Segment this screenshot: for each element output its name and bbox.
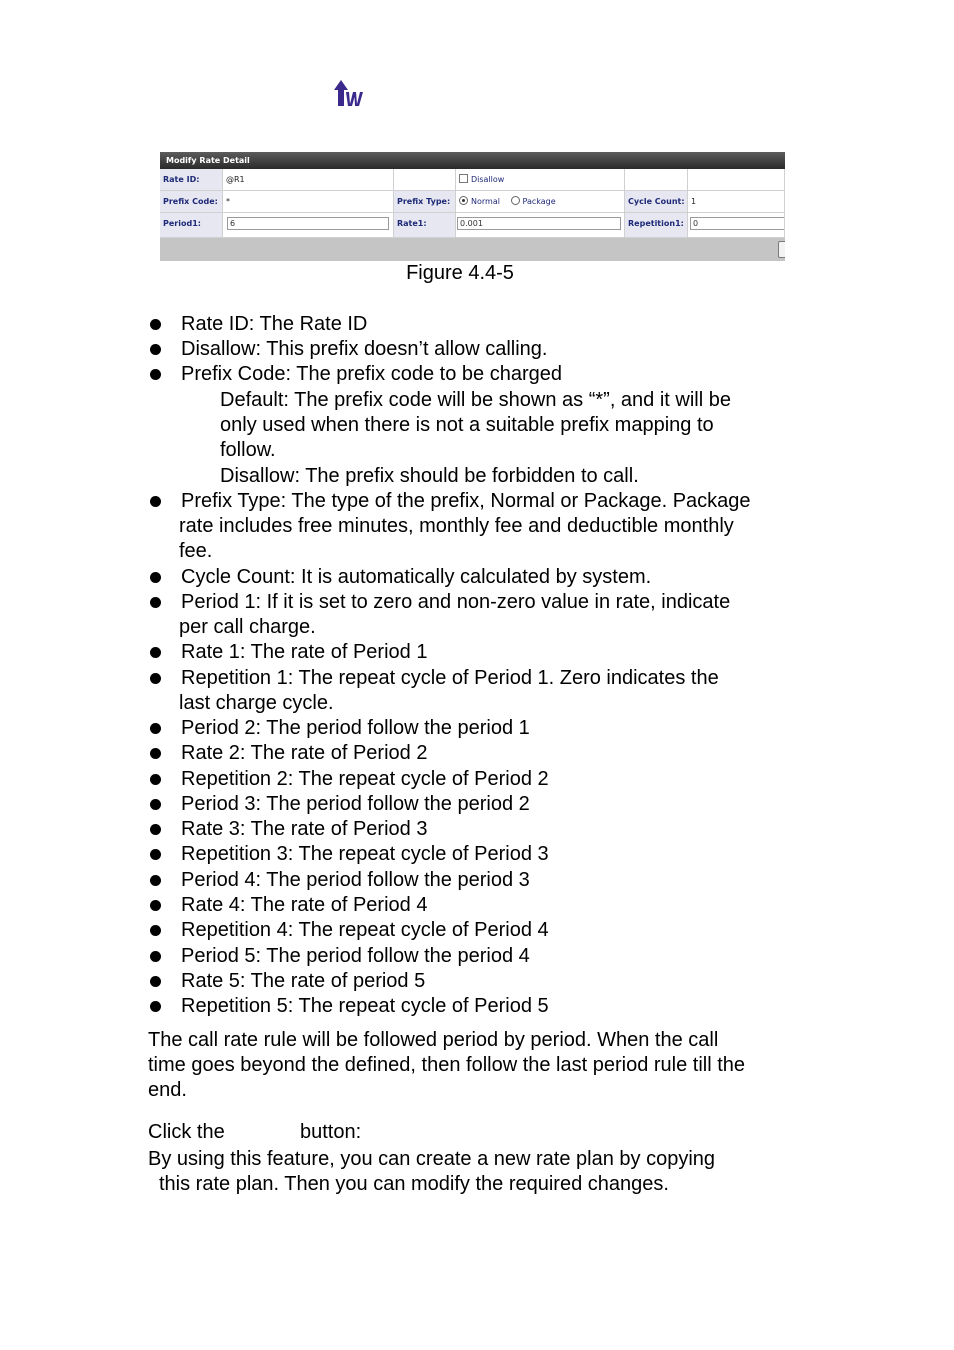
bullet-icon <box>150 824 161 835</box>
figure-caption: Figure 4.4-5 <box>406 262 514 284</box>
copy-note-line: By using this feature, you can create a new rate plan by copying <box>148 1148 716 1170</box>
period1-input[interactable]: 6 <box>227 217 389 230</box>
bullet-icon <box>150 849 161 860</box>
modify-rate-detail-panel <box>160 152 785 261</box>
normal-radio[interactable] <box>459 196 468 205</box>
bullet-icon <box>150 319 161 330</box>
rate-id-value: @R1 <box>223 169 394 191</box>
prefix-code-label: Prefix Code: <box>160 191 223 213</box>
continued-text: last charge cycle. <box>179 692 334 714</box>
rate-id-label: Rate ID: <box>160 169 223 191</box>
copy-note-line: this rate plan. Then you can modify the required changes. <box>159 1173 669 1195</box>
cycle-count-value: 1 <box>688 191 785 213</box>
prefix-type-cell <box>456 191 625 213</box>
bullet-icon <box>150 900 161 911</box>
period1-cell <box>223 213 394 238</box>
bullet-icon <box>150 723 161 734</box>
bullet-icon <box>150 496 161 507</box>
paragraph-line: end. <box>148 1079 187 1101</box>
panel-footer <box>160 238 785 261</box>
empty-cell <box>688 169 785 191</box>
bullet-icon <box>150 976 161 987</box>
click-instruction: Click the <box>148 1121 225 1143</box>
bullet-icon <box>150 925 161 936</box>
paragraph-line: time goes beyond the defined, then follow the last period rule till the <box>148 1054 746 1076</box>
package-radio[interactable] <box>511 196 520 205</box>
disallow-checkbox[interactable] <box>459 174 468 183</box>
prefix-code-value: * <box>223 191 394 213</box>
panel-title: Modify Rate Detail <box>160 152 785 169</box>
empty-cell <box>625 169 688 191</box>
company-logo <box>332 78 368 108</box>
rate1-label: Rate1: <box>394 213 456 238</box>
package-radio-label: Package <box>522 197 556 206</box>
bullet-icon <box>150 572 161 583</box>
empty-cell <box>394 169 456 191</box>
rate-detail-grid <box>160 169 785 238</box>
paragraph-line: The call rate rule will be followed period by period. When the call <box>148 1029 719 1051</box>
bullet-icon <box>150 875 161 886</box>
sub-text: Disallow: The prefix should be forbidden to call. <box>220 465 639 487</box>
repetition1-cell <box>688 213 785 238</box>
rate1-input[interactable]: 0.001 <box>457 217 621 230</box>
bullet-icon <box>150 1001 161 1012</box>
disallow-label: Disallow <box>471 175 505 184</box>
normal-radio-label: Normal <box>471 197 500 206</box>
sub-text: follow. <box>220 439 276 461</box>
bullet-icon <box>150 673 161 684</box>
bullet-icon <box>150 369 161 380</box>
prefix-type-label: Prefix Type: <box>394 191 456 213</box>
cycle-count-label: Cycle Count: <box>625 191 688 213</box>
sub-text: only used when there is not a suitable prefix mapping to <box>220 414 714 436</box>
continued-text: rate includes free minutes, monthly fee and deductible monthly <box>179 515 734 537</box>
click-instruction-suffix: button: <box>300 1121 362 1143</box>
bullet-icon <box>150 647 161 658</box>
sub-text: Default: The prefix code will be shown as “*”, and it will be <box>220 389 731 411</box>
submit-button[interactable] <box>778 241 785 258</box>
bullet-icon <box>150 748 161 759</box>
bullet-icon <box>150 951 161 962</box>
repetition1-input[interactable]: 0 <box>690 217 785 230</box>
period1-label: Period1: <box>160 213 223 238</box>
repetition1-label: Repetition1: <box>625 213 688 238</box>
continued-text: per call charge. <box>179 616 316 638</box>
rate1-cell <box>456 213 625 238</box>
bullet-icon <box>150 597 161 608</box>
disallow-cell <box>456 169 625 191</box>
continued-text: fee. <box>179 540 213 562</box>
bullet-icon <box>150 799 161 810</box>
bullet-icon <box>150 344 161 355</box>
bullet-icon <box>150 774 161 785</box>
